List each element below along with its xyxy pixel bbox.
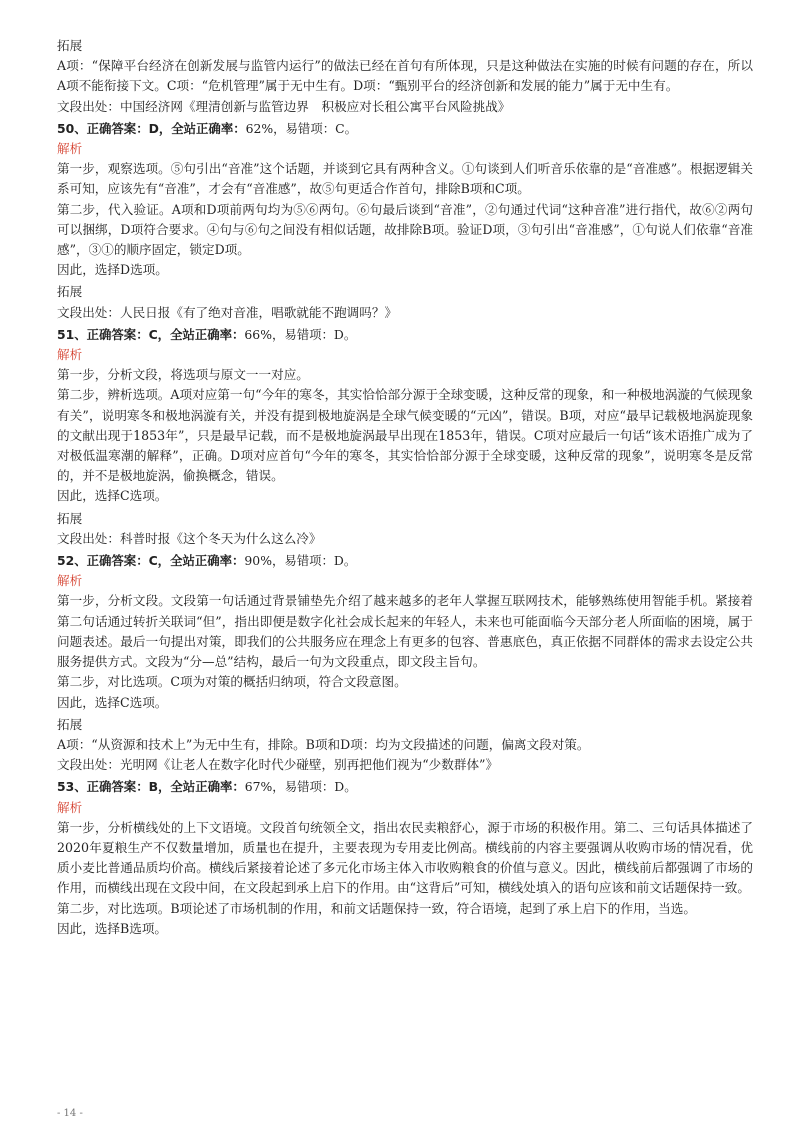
answer-stats: 90%，易错项：D。 — [244, 553, 357, 569]
paragraph: 第二步，代入验证。A项和D项前两句均为⑤⑥两句。⑥句最后谈到“音准”，②句通过代词“这种音准”进行指代，故⑥②两句可以捆绑，D项符合要求。④句与⑥句之间没有相似话题，故排除B项。验证D项，③句引出“音准感”，①句说人们依靠“音准感”，③①的顺序固定，锁定D项。 — [57, 201, 753, 258]
answer-line — [57, 551, 753, 571]
paragraph: 第二步，对比选项。B项论述了市场机制的作用，和前文话题保持一致，符合语境，起到了承上启下的作用，当选。 — [57, 900, 696, 916]
page-number: - 14 - — [57, 1108, 83, 1119]
paragraph: 因此，选择D选项。 — [57, 262, 168, 278]
extension-heading: 拓展 — [57, 38, 83, 53]
extension-heading: 拓展 — [57, 510, 83, 526]
paragraph: 文段出处：中国经济网《理清创新与监管边界 积极应对长租公寓平台风险挑战》 — [57, 98, 511, 114]
paragraph: 第一步，观察选项。⑤句引出“音准”这个话题，并谈到它具有两种含义。①句谈到人们听音乐依靠的是“音准感”。根据逻辑关系可知，应该先有“音准”，才会有“音准感”，故⑤句更适合作首句，排除B项和C项。 — [57, 161, 753, 197]
paragraph: 因此，选择C选项。 — [57, 488, 168, 504]
paragraph: A项：“从资源和技术上”为无中生有，排除。B项和D项：均为文段描述的问题，偏离文段对策。 — [57, 736, 590, 752]
paragraph: 因此，选择C选项。 — [57, 694, 168, 710]
extension-heading: 拓展 — [57, 284, 83, 300]
paragraph: 文段出处：人民日报《有了绝对音准，唱歌就能不跑调吗？》 — [57, 304, 398, 320]
analysis-heading: 解析 — [57, 799, 83, 815]
extension-heading: 拓展 — [57, 716, 83, 732]
paragraph: 文段出处：科普时报《这个冬天为什么这么冷》 — [57, 530, 322, 546]
answer-stats: 62%，易错项：C。 — [245, 120, 357, 136]
answer-stats: 67%，易错项：D。 — [244, 779, 357, 795]
paragraph: A项：“保障平台经济在创新发展与监管内运行”的做法已经在首句有所体现，只是这种做法在实施的时候有问题的存在，所以A项不能衔接下文。C项：“危机管理”属于无中生有。D项：“甄别平台的经济创新和发展的能力”属于无中生有。 — [57, 58, 753, 94]
answer-label: 53、正确答案：B，全站正确率： — [57, 779, 245, 795]
paragraph: 第二步，对比选项。C项为对策的概括归纳项，符合文段意图。 — [57, 674, 407, 690]
analysis-heading: 解析 — [57, 347, 83, 363]
answer-line — [57, 119, 753, 139]
answer-label: 52、正确答案：C，全站正确率： — [57, 553, 245, 569]
paragraph: 第二步，辨析选项。A项对应第一句“今年的寒冬，其实恰恰部分源于全球变暖，这种反常的现象，和一种极地涡漩的气候现象有关”，说明寒冬和极地涡漩有关，并没有提到极地旋涡是全球气候变暖的“元凶”，错误。B项，对应“最早记载极地涡旋现象的文献出现于1853年”，只是最早记载，而不是极地旋涡最早出现在1853年，错误。C项对应最后一句话“该术语推广成为了对极低温寒潮的解释”，正确。D项对应首句“今年的寒冬，其实恰恰部分源于全球变暖，这种反常的现象”，说明寒冬是反常的，并不是极地旋涡，偷换概念，错误。 — [57, 387, 753, 484]
paragraph: 文段出处：光明网《让老人在数字化时代少碰壁，别再把他们视为“少数群体”》 — [57, 757, 499, 773]
analysis-heading: 解析 — [57, 573, 83, 589]
answer-line — [57, 777, 753, 797]
answer-line — [57, 325, 753, 345]
paragraph: 因此，选择B选项。 — [57, 920, 168, 936]
paragraph: 第一步，分析横线处的上下文语境。文段首句统领全文，指出农民卖粮舒心，源于市场的积极作用。第二、三句话具体描述了2020年夏粮生产不仅数量增加，质量也在提升，主要表现为专用麦比例高。横线前的内容主要强调从收购市场的情况看，优质小麦比普通品质均价高。横线后紧接着论述了多元化市场主体入市收购粮食的价值与意义。因此，横线前后都强调了市场的作用，而横线出现在文段中间，在文段起到承上启下的作用。由“这背后”可知，横线处填入的语句应该和前文话题保持一致。 — [57, 819, 753, 896]
answer-stats: 66%，易错项：D。 — [244, 326, 357, 342]
paragraph: 第一步，分析文段，将选项与原文一一对应。 — [57, 367, 309, 383]
answer-label: 50、正确答案：D，全站正确率： — [57, 120, 246, 136]
paragraph: 第一步，分析文段。文段第一句话通过背景铺垫先介绍了越来越多的老年人掌握互联网技术，能够熟练使用智能手机。紧接着第二句话通过转折关联词“但”，指出即便是数字化社会成长起来的年轻人，未来也可能面临今天部分老人所面临的困境，属于问题表述。最后一句提出对策，即我们的公共服务应在理念上有更多的包容、普惠底色，真正依据不同群体的需求去设定公共服务提供方式。文段为“分—总”结构，最后一句为文段重点，即文段主旨句。 — [57, 593, 753, 670]
answer-label: 51、正确答案：C，全站正确率： — [57, 326, 245, 342]
document-body — [57, 34, 753, 939]
analysis-heading: 解析 — [57, 141, 83, 157]
